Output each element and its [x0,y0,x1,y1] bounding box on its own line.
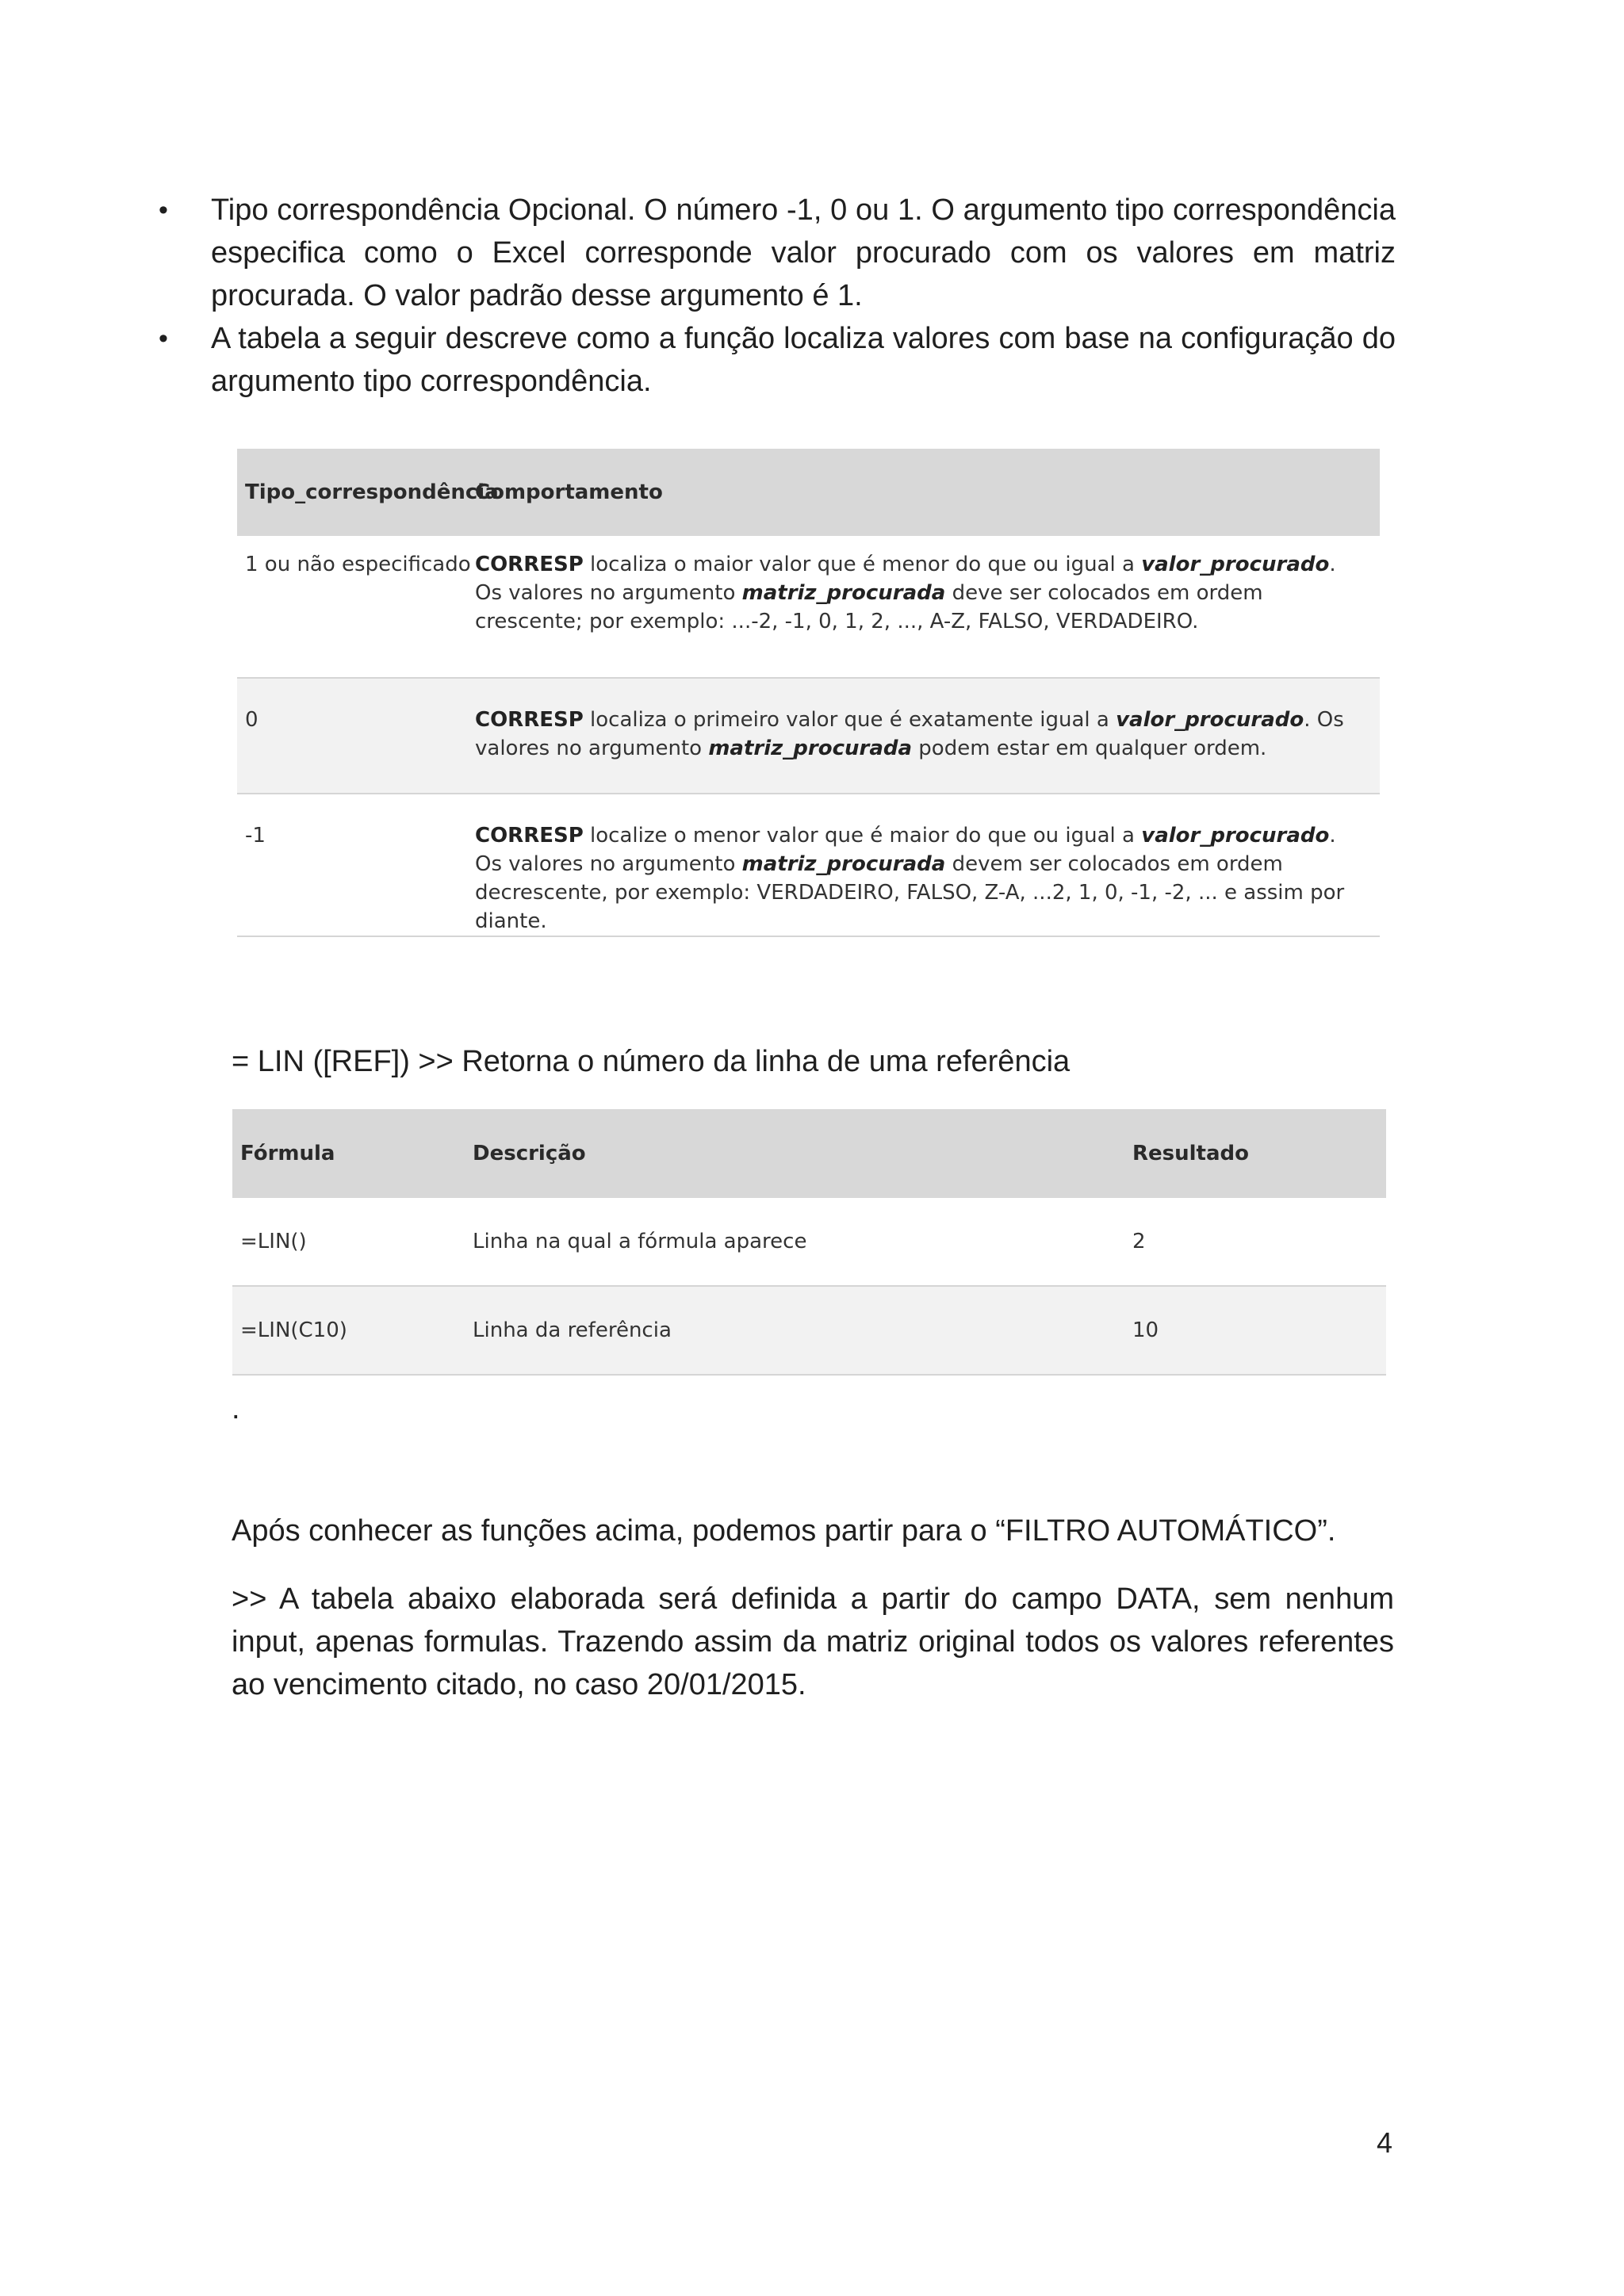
paragraph: Após conhecer as funções acima, podemos partir para o “FILTRO AUTOMÁTICO”. [232,1514,1336,1548]
behavior-text: deve ser colocados em ordem crescente; por exemplo: ...-2, -1, 0, 1, 2, ..., A-Z, FALSO, VERDADEIRO. [475,581,1263,633]
table-row [232,1287,1386,1376]
table-row [237,794,1380,937]
column-header-result: Resultado [1132,1142,1249,1165]
cell-behavior [475,821,1380,936]
behavior-text: localiza o maior valor que é menor do que ou igual a [583,553,1142,576]
column-header-type: Tipo_correspondência [245,480,499,504]
cell-result: 2 [1132,1230,1146,1253]
behavior-text: . Os valores no argumento [475,553,1336,605]
table-row [237,536,1380,679]
cell-behavior [475,706,1380,793]
column-header-formula: Fórmula [240,1142,335,1165]
lin-function-heading: = LIN ([REF]) >> Retorna o número da linha de uma referência [232,1045,1071,1078]
argument-name: valor_procurado [1141,824,1330,848]
cell-type: 1 ou não especificado [245,553,471,576]
table-header [237,449,1380,536]
behavior-text: podem estar em qualquer ordem. [912,737,1267,760]
cell-result: 10 [1132,1318,1159,1342]
table-row [232,1198,1386,1287]
behavior-text: devem ser colocados em ordem decrescente, por exemplo: VERDADEIRO, FALSO, Z-A, ...2, 1, 0, -1, -2, ... e assim por diante. [475,852,1345,933]
function-name: CORRESP [475,553,584,576]
argument-name: matriz_procurada [741,852,946,876]
cell-type: -1 [245,824,266,848]
argument-name: valor_procurado [1116,708,1304,732]
column-header-description: Descrição [473,1142,586,1165]
bullet-list [159,189,1396,403]
function-name: CORRESP [475,708,584,732]
column-header-behavior: Comportamento [475,480,663,504]
cell-formula: =LIN() [240,1230,307,1253]
behavior-text: localiza o primeiro valor que é exatamente igual a [583,708,1116,732]
behavior-text: localize o menor valor que é maior do que ou igual a [583,824,1142,848]
match-type-table [237,449,1380,937]
cell-behavior [475,550,1380,677]
argument-name: matriz_procurada [708,737,913,760]
cell-type: 0 [245,708,259,732]
stray-period: . [232,1392,240,1425]
cell-description: Linha na qual a fórmula aparece [473,1230,807,1253]
behavior-text: . Os valores no argumento [475,708,1344,760]
lin-example-table [232,1109,1386,1376]
argument-name: valor_procurado [1141,553,1330,576]
paragraph: >> A tabela abaixo elaborada será definida a partir do campo DATA, sem nenhum input, apenas formulas. Trazendo assim da matriz original todos os valores referentes ao vencimento citado, no caso 20/01/2015. [232,1582,1394,1701]
table-header [232,1109,1386,1198]
argument-name: matriz_procurada [741,581,946,605]
bullet-item: • Tipo correspondência Opcional. O número -1, 0 ou 1. O argumento tipo correspondência especifica como o Excel corresponde valor procurado com os valores em matriz procurada. O valor padrão desse argumento é 1. [159,189,1396,317]
table-row [237,679,1380,794]
cell-formula: =LIN(C10) [240,1318,347,1342]
page-number: 4 [1377,2126,1393,2159]
behavior-text: . Os valores no argumento [475,824,1336,876]
cell-description: Linha da referência [473,1318,672,1342]
function-name: CORRESP [475,824,584,848]
bullet-item: • A tabela a seguir descreve como a função localiza valores com base na configuração do argumento tipo correspondência. [159,317,1396,403]
